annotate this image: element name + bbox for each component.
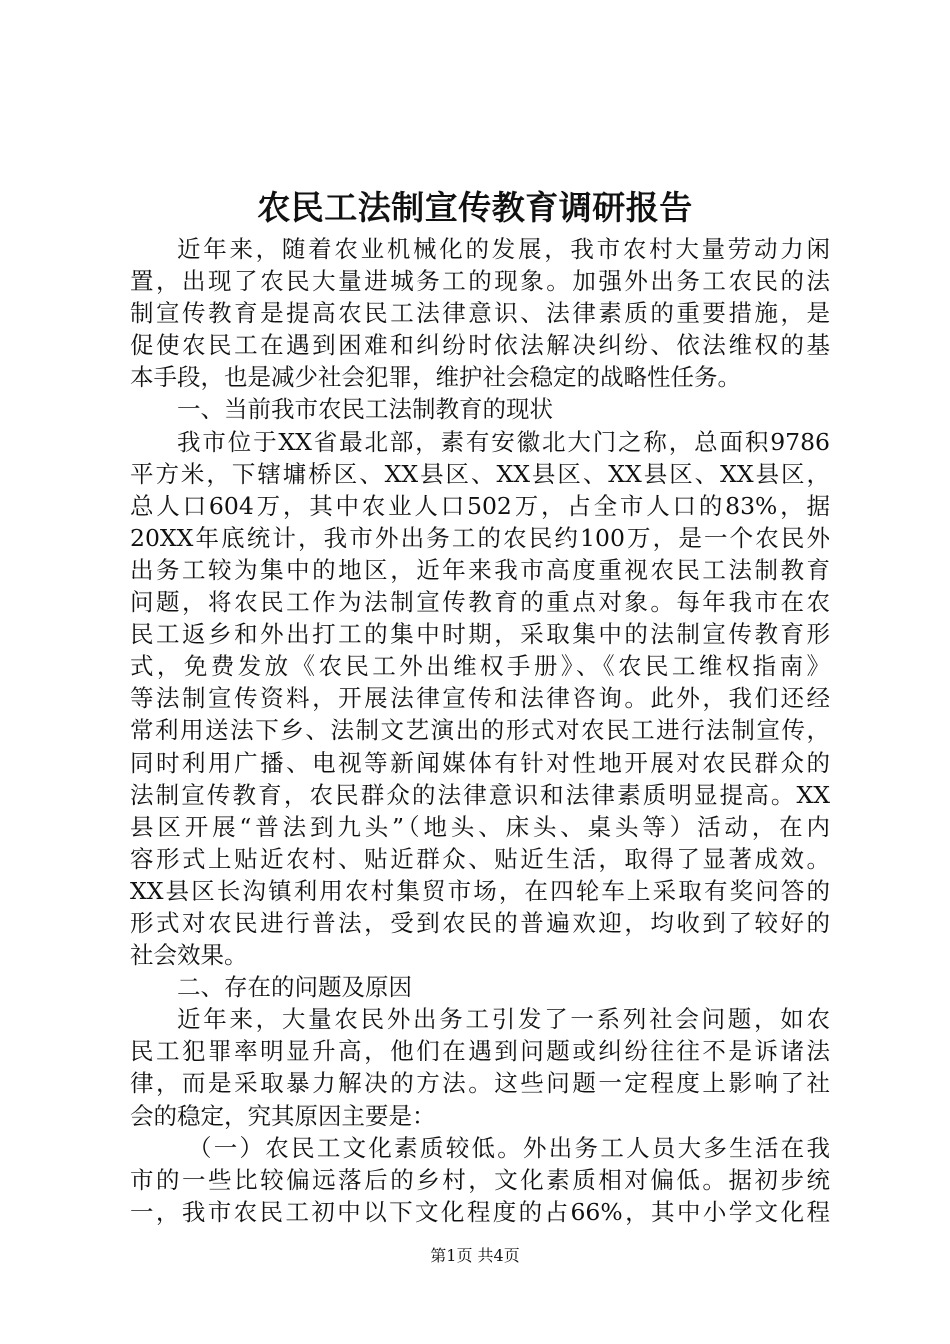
body-text-line: 近年来，大量农民外出务工引发了一系列社会问题，如农 xyxy=(177,1005,830,1034)
body-text-line: 总人口604万，其中农业人口502万，占全市人口的83%，据 xyxy=(130,491,830,520)
body-text-line: 制宣传教育是提高农民工法律意识、法律素质的重要措施，是 xyxy=(130,299,830,328)
body-text-line: （一）农民工文化素质较低。外出务工人员大多生活在我 xyxy=(188,1133,830,1162)
body-text-line: 律，而是采取暴力解决的方法。这些问题一定程度上影响了社 xyxy=(130,1069,830,1098)
body-text-line: 等法制宣传资料，开展法律宣传和法律咨询。此外，我们还经 xyxy=(130,684,830,713)
body-text-line: XX县区长沟镇利用农村集贸市场，在四轮车上采取有奖问答的 xyxy=(130,876,830,905)
body-text-line: 会的稳定，究其原因主要是： xyxy=(130,1101,436,1130)
body-text-line: 县区开展“普法到九头”（地头、床头、桌头等）活动，在内 xyxy=(130,812,830,841)
body-text-line: 法制宣传教育，农民群众的法律意识和法律素质明显提高。XX xyxy=(130,780,830,809)
body-text-line: 民工犯罪率明显升高，他们在遇到问题或纠纷往往不是诉诸法 xyxy=(130,1037,830,1066)
body-text-line: 近年来，随着农业机械化的发展，我市农村大量劳动力闲 xyxy=(177,235,830,263)
body-text-line: 常利用送法下乡、法制文艺演出的形式对农民工进行法制宣传， xyxy=(130,716,830,745)
body-text-line: 置，出现了农民大量进城务工的现象。加强外出务工农民的法 xyxy=(130,267,830,296)
body-text-line: 二、存在的问题及原因 xyxy=(177,973,412,1002)
body-text-line: 形式对农民进行普法，受到农民的普遍欢迎，均收到了较好的 xyxy=(130,908,830,937)
body-text-line: 同时利用广播、电视等新闻媒体有针对性地开展对农民群众的 xyxy=(130,748,830,777)
body-text-line: 20XX年底统计，我市外出务工的农民约100万，是一个农民外 xyxy=(130,523,830,552)
body-text-line: 式，免费发放《农民工外出维权手册》、《农民工维权指南》 xyxy=(130,652,830,681)
body-text-line: 市的一些比较偏远落后的乡村，文化素质相对偏低。据初步统 xyxy=(130,1165,830,1194)
body-text-line: 我市位于XX省最北部，素有安徽北大门之称，总面积9786 xyxy=(177,427,830,456)
document-body xyxy=(130,233,830,1228)
body-text-line: 问题，将农民工作为法制宣传教育的重点对象。每年我市在农 xyxy=(130,588,830,617)
body-text-line: 出务工较为集中的地区，近年来我市高度重视农民工法制教育 xyxy=(130,555,830,584)
body-text-line: 一，我市农民工初中以下文化程度的占66%，其中小学文化程 xyxy=(130,1197,830,1226)
page-footer: 第1页 共4页 xyxy=(430,1246,520,1265)
body-text-line: 一、当前我市农民工法制教育的现状 xyxy=(177,395,553,424)
body-text-line: 容形式上贴近农村、贴近群众、贴近生活，取得了显著成效。 xyxy=(130,844,830,873)
document-title: 农民工法制宣传教育调研报告 xyxy=(257,188,693,227)
body-text-line: 民工返乡和外出打工的集中时期，采取集中的法制宣传教育形 xyxy=(130,620,830,649)
body-text-line: 促使农民工在遇到困难和纠纷时依法解决纠纷、依法维权的基 xyxy=(130,331,830,360)
body-text-line: 平方米，下辖墉桥区、XX县区、XX县区、XX县区、XX县区， xyxy=(130,459,830,488)
body-text-line: 社会效果。 xyxy=(130,941,248,970)
body-text-line: 本手段，也是减少社会犯罪，维护社会稳定的战略性任务。 xyxy=(130,363,741,392)
